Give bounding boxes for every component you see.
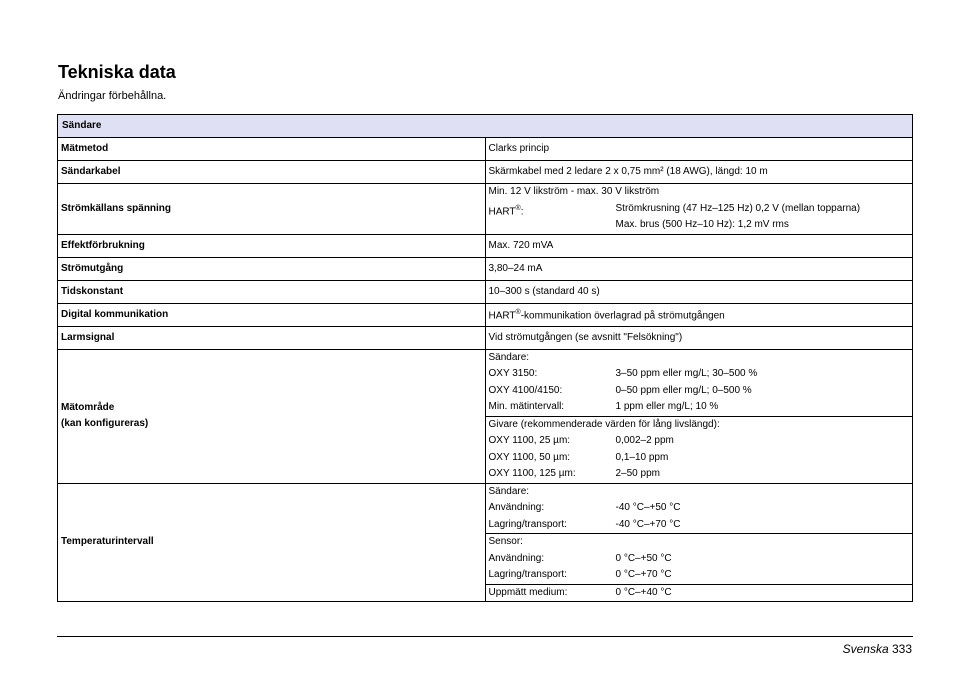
list-item: Lagring/transport: -40 °C–+70 °C xyxy=(488,518,681,530)
spec-table xyxy=(57,114,913,602)
row-value-digital: HART®-kommunikation överlagrad på strömutgången xyxy=(485,303,913,326)
page-footer xyxy=(843,642,912,656)
list-item: OXY 3150: 3–50 ppm eller mg/L; 30–500 % xyxy=(488,368,758,379)
temperatur-medium-cell xyxy=(485,584,913,602)
stromkalla-hart-val1: Strömkrusning (47 Hz–125 Hz) 0,2 V (mellan topparna) xyxy=(615,202,861,214)
row-value-sandarkabel: Skärmkabel med 2 ledare 2 x 0,75 mm² (18 AWG), längd: 10 m xyxy=(485,161,913,184)
page-number: 333 xyxy=(891,642,912,656)
footer-language: Svenska xyxy=(842,642,889,656)
table-row xyxy=(58,234,913,257)
row-label-temperatur: Temperaturintervall xyxy=(58,483,486,602)
row-label-stromutgang: Strömutgång xyxy=(58,257,486,280)
list-item: Uppmätt medium: 0 °C–+40 °C xyxy=(488,586,672,598)
table-row xyxy=(58,138,913,161)
row-value-stromkalla xyxy=(485,184,913,235)
temperatur-sandare-heading: Sändare: xyxy=(488,485,530,497)
list-item: Användning: 0 °C–+50 °C xyxy=(488,552,672,564)
table-row xyxy=(58,184,913,235)
stromkalla-hart-line2 xyxy=(489,217,909,234)
row-label-sandarkabel: Sändarkabel xyxy=(58,161,486,184)
footer-divider xyxy=(57,636,913,637)
matomrade-sandare-cell xyxy=(485,349,913,416)
row-label-effekt: Effektförbrukning xyxy=(58,234,486,257)
stromkalla-hart-val2: Max. brus (500 Hz–10 Hz): 1,2 mV rms xyxy=(615,219,789,230)
temperatur-sandare-cell xyxy=(485,483,913,534)
matomrade-givare-heading: Givare (rekommenderade värden för lång livslängd): xyxy=(488,418,720,430)
list-item: Min. mätintervall: 1 ppm eller mg/L; 10 % xyxy=(488,401,719,412)
row-label-larmsignal: Larmsignal xyxy=(58,326,486,349)
list-item: OXY 1100, 50 µm: 0,1–10 ppm xyxy=(488,451,669,463)
table-row xyxy=(58,257,913,280)
row-value-larmsignal: Vid strömutgången (se avsnitt "Felsökning") xyxy=(485,326,913,349)
table-row xyxy=(58,326,913,349)
list-item: OXY 4100/4150: 0–50 ppm eller mg/L; 0–500 % xyxy=(488,384,752,396)
list-item: OXY 1100, 25 µm: 0,002–2 ppm xyxy=(488,435,674,446)
row-label-matmetod: Mätmetod xyxy=(58,138,486,161)
table-row xyxy=(58,161,913,184)
stromkalla-hart-line1 xyxy=(489,201,909,218)
table-row xyxy=(58,483,913,534)
list-item: Lagring/transport: 0 °C–+70 °C xyxy=(488,569,672,580)
temperatur-sensor-heading: Sensor: xyxy=(488,536,523,547)
table-row xyxy=(58,303,913,326)
table-row xyxy=(58,349,913,416)
row-label-stromkalla: Strömkällans spänning xyxy=(58,184,486,235)
table-header-sandare: Sändare xyxy=(58,115,913,138)
table-header-row xyxy=(58,115,913,138)
stromkalla-line1: Min. 12 V likström - max. 30 V likström xyxy=(488,186,660,197)
temperatur-sensor-cell xyxy=(485,534,913,585)
stromkalla-hart-key: HART®: xyxy=(488,204,524,217)
row-label-digital: Digital kommunikation xyxy=(58,303,486,326)
table-row xyxy=(58,280,913,303)
page-subtitle: Ändringar förbehållna. xyxy=(58,90,167,102)
row-value-stromutgang: 3,80–24 mA xyxy=(485,257,913,280)
row-value-tidskonstant: 10–300 s (standard 40 s) xyxy=(485,280,913,303)
row-value-matmetod: Clarks princip xyxy=(485,138,913,161)
page-title: Tekniska data xyxy=(58,62,176,82)
matomrade-sandare-heading: Sändare: xyxy=(488,351,530,363)
list-item: OXY 1100, 125 µm: 2–50 ppm xyxy=(488,468,660,479)
row-label-tidskonstant: Tidskonstant xyxy=(58,280,486,303)
row-label-matomrade: Mätområde (kan konfigureras) xyxy=(58,349,486,483)
list-item: Användning: -40 °C–+50 °C xyxy=(488,502,681,513)
matomrade-givare-cell xyxy=(485,416,913,483)
row-value-effekt: Max. 720 mVA xyxy=(485,234,913,257)
